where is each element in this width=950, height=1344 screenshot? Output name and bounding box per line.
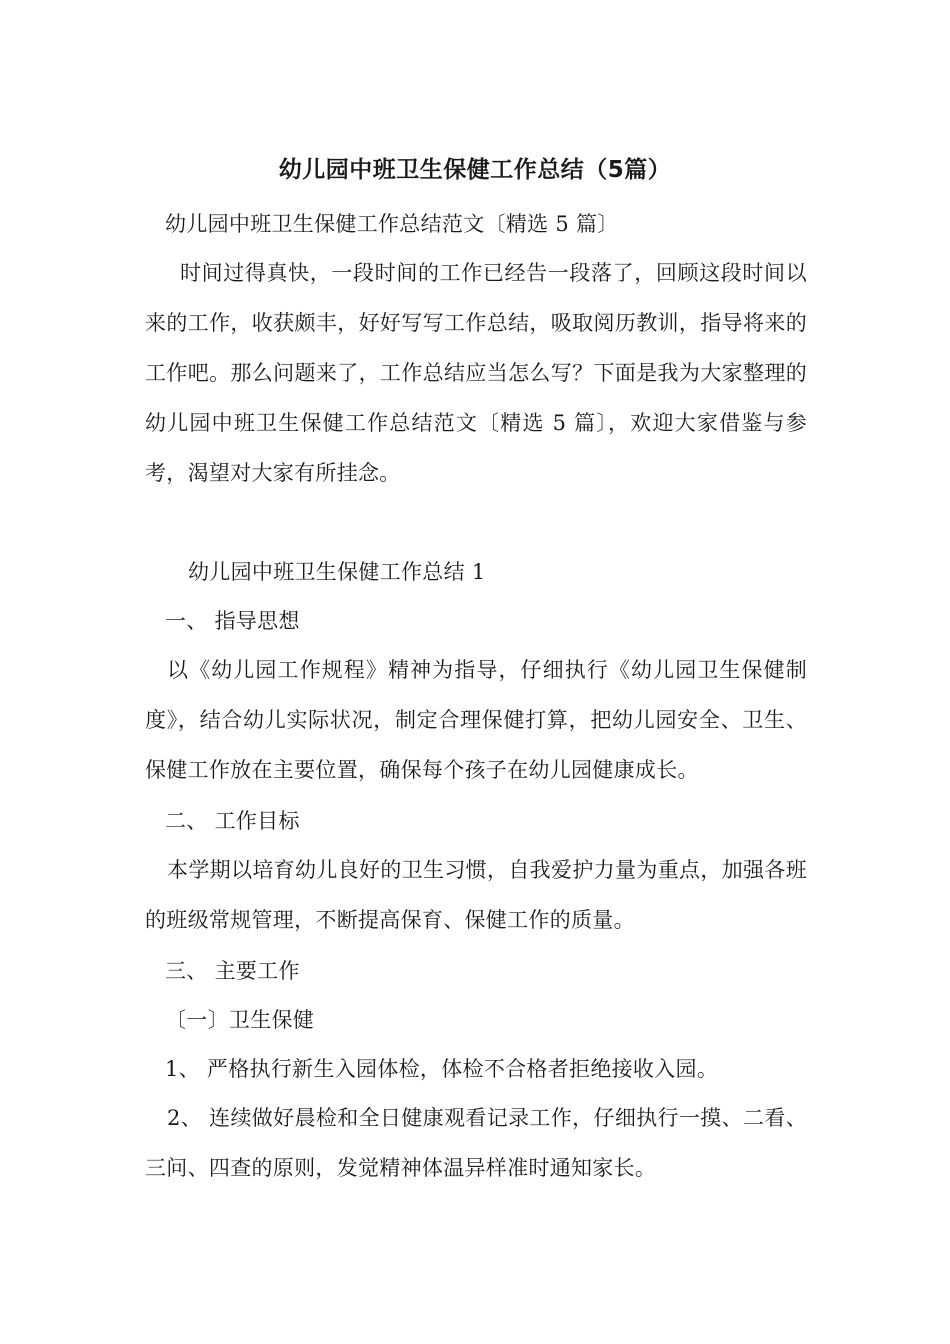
intro-paragraph: 时间过得真快，一段时间的工作已经告一段落了，回顾这段时间以来的工作，收获颇丰，好好写写工作总结，吸取阅历教训，指导将来的工作吧。那么问题来了，工作总结应当怎么写？下面是我为大家整理的幼儿园中班卫生保健工作总结范文〔精选 5 篇〕，欢迎大家借鉴与参考，渴望对大家有所挂念。 xyxy=(145,261,807,485)
paragraph-guiding-ideology: 以《幼儿园工作规程》精神为指导，仔细执行《幼儿园卫生保健制度》，结合幼儿实际状况，制定合理保健打算，把幼儿园安全、卫生、保健工作放在主要位置，确保每个孩子在幼儿园健康成长。 xyxy=(145,658,807,782)
document-title: 幼儿园中班卫生保健工作总结（5篇） xyxy=(278,157,672,183)
paragraph-work-goals: 本学期以培育幼儿良好的卫生习惯，自我爱护力量为重点，加强各班的班级常规管理，不断提高保育、保健工作的质量。 xyxy=(145,858,807,932)
section-title: 幼儿园中班卫生保健工作总结 1 xyxy=(188,560,486,584)
list-item-2: 2、 连续做好晨检和全日健康观看记录工作，仔细执行一摸、二看、三问、四查的原则，发觉精神体温异样准时通知家长。 xyxy=(145,1106,807,1180)
sub-heading-hygiene: 〔一〕卫生保健 xyxy=(165,1008,315,1032)
heading-main-work: 三、 主要工作 xyxy=(165,959,300,983)
list-item-1: 1、 严格执行新生入园体检，体检不合格者拒绝接收入园。 xyxy=(165,1057,719,1081)
heading-guiding-ideology: 一、 指导思想 xyxy=(165,609,300,633)
document-subtitle: 幼儿园中班卫生保健工作总结范文〔精选 5 篇〕 xyxy=(165,212,619,236)
heading-work-goals: 二、 工作目标 xyxy=(165,809,300,833)
